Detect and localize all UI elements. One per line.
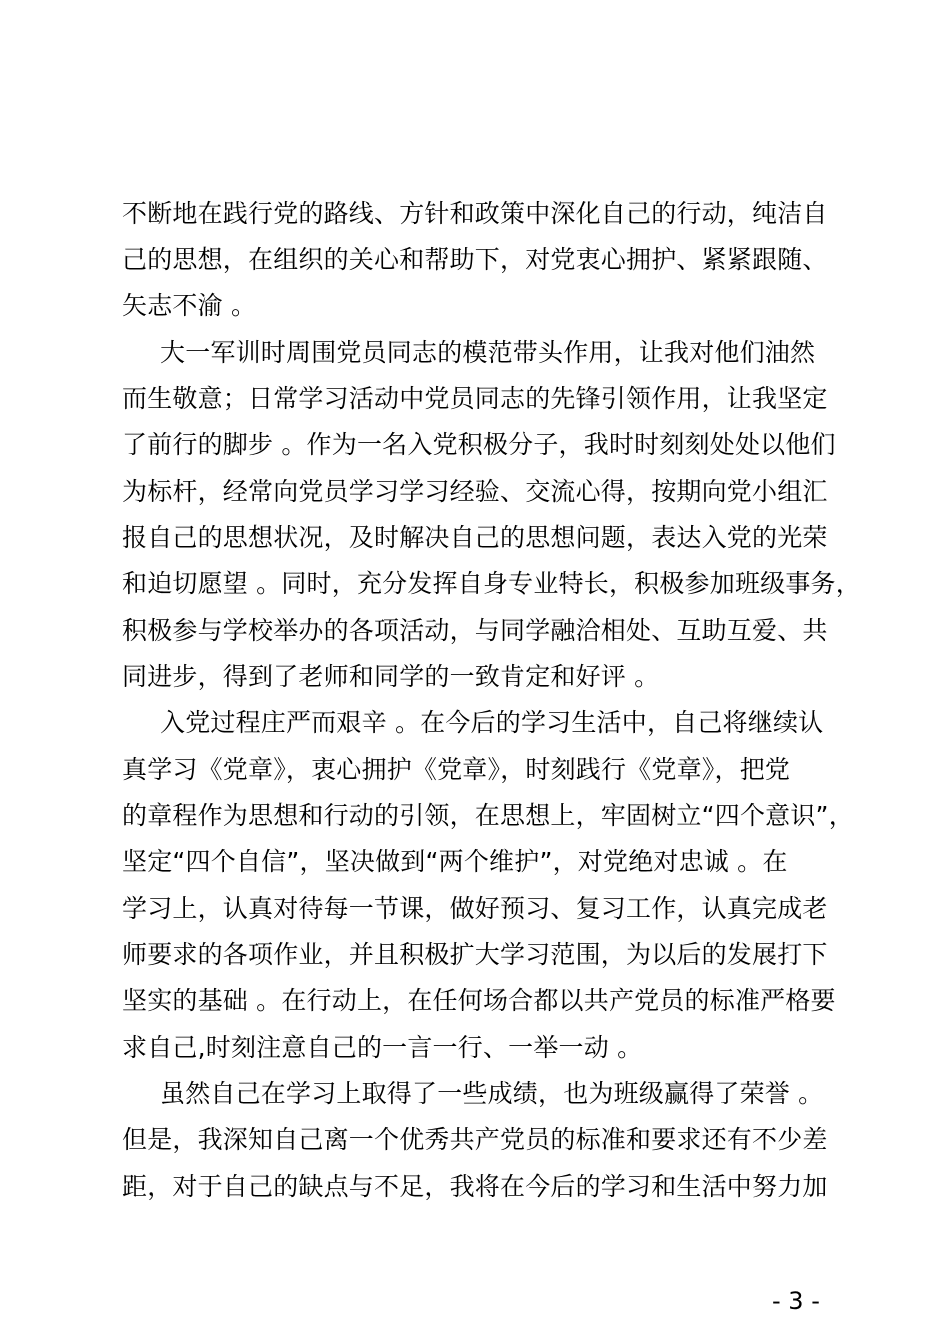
text-line: 学习上，认真对待每一节课，做好预习、复习工作，认真完成老: [122, 894, 828, 923]
text-line: 己的思想，在组织的关心和帮助下，对党衷心拥护、紧紧跟随、: [122, 245, 828, 274]
paragraph-first-line: 大一军训时周围党员同志的模范带头作用，让我对他们油然: [160, 338, 816, 367]
text-line: 坚定“四个自信”，坚决做到“两个维护”，对党绝对忠诚 。在: [122, 847, 788, 876]
page-number: - 3 -: [772, 1287, 820, 1315]
text-line: 同进步，得到了老师和同学的一致肯定和好评 。: [122, 662, 660, 691]
text-line: 的章程作为思想和行动的引领，在思想上，牢固树立“四个意识”，: [122, 801, 854, 830]
text-line: 而生敬意；日常学习活动中党员同志的先锋引领作用，让我坚定: [122, 384, 828, 413]
text-line: 了前行的脚步 。作为一名入党积极分子，我时时刻刻处处以他们: [122, 430, 836, 459]
text-line: 不断地在践行党的路线、方针和政策中深化自己的行动，纯洁自: [122, 199, 828, 228]
text-line: 报自己的思想状况，及时解决自己的思想问题，表达入党的光荣: [122, 523, 828, 552]
text-line: 坚实的基础 。在行动上，在任何场合都以共产党员的标准严格要: [122, 986, 836, 1015]
text-line: 求自己,时刻注意自己的一言一行、一举一动 。: [122, 1033, 643, 1062]
text-line: 距，对于自己的缺点与不足，我将在今后的学习和生活中努力加: [122, 1172, 828, 1201]
text-line: 但是，我深知自己离一个优秀共产党员的标准和要求还有不少差: [122, 1125, 828, 1154]
text-line: 矢志不渝 。: [122, 291, 257, 320]
text-line: 积极参与学校举办的各项活动，与同学融洽相处、互助互爱、共: [122, 616, 828, 645]
text-line: 为标杆，经常向党员学习学习经验、交流心得，按期向党小组汇: [122, 477, 828, 506]
paragraph-first-line: 虽然自己在学习上取得了一些成绩，也为班级赢得了荣誉 。: [160, 1079, 824, 1108]
text-line: 真学习《党章》，衷心拥护《党章》，时刻践行《党章》，把党: [122, 755, 791, 784]
paragraph-first-line: 入党过程庄严而艰辛 。在今后的学习生活中，自己将继续认: [160, 708, 824, 737]
text-line: 师要求的各项作业，并且积极扩大学习范围，为以后的发展打下: [122, 940, 828, 969]
text-line: 和迫切愿望 。同时，充分发挥自身专业特长，积极参加班级事务，: [122, 569, 861, 598]
